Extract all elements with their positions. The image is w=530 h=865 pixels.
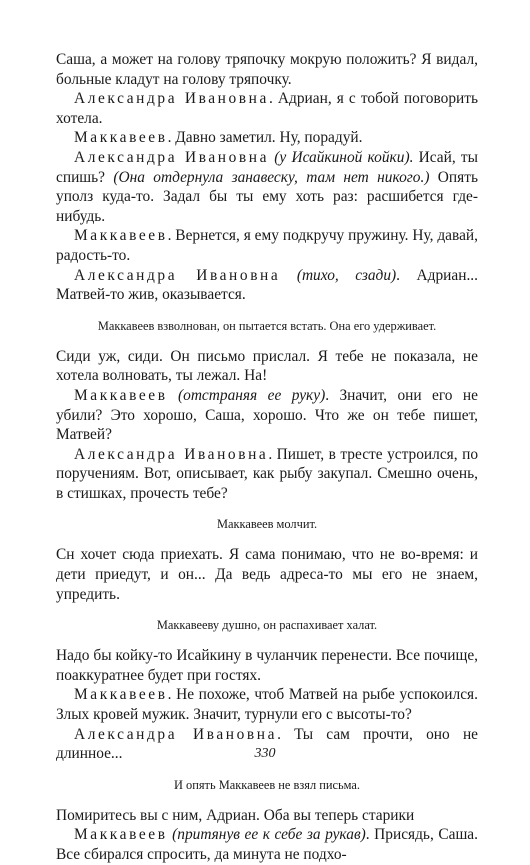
stage-remark: (Она отдернула занавеску, там нет никого.) (113, 168, 430, 186)
speech-continuation (56, 806, 478, 826)
stage-direction (56, 617, 478, 634)
text-run: . Ты сам прочти, оно не длинное... (56, 725, 479, 763)
text-run: . Адриан... Матвей-то жив, оказывается. (56, 266, 478, 304)
stage-remark: (у Исайкиной койки). (274, 148, 414, 166)
speech-continuation (56, 50, 478, 89)
stage-direction (56, 516, 478, 533)
speaker-name: Александра Ивановна (74, 90, 269, 108)
speaker-name: Маккавеев (74, 227, 168, 245)
text-run: Маккавеев молчит. (216, 517, 318, 532)
text-run: . Значит, они его не убили? Это хорошо, Саша, хорошо. Что же он тебе пишет, Матвей? (56, 386, 478, 444)
speech-line (56, 386, 478, 445)
text-run: Помиритесь вы с ним, Адриан. Оба вы теперь старики (56, 806, 415, 824)
speaker-name: Александра Ивановна (74, 445, 269, 463)
text-run: Маккавееву душно, он распахивает халат. (156, 618, 378, 633)
speech-continuation (56, 545, 478, 604)
text-run: Сн хочет сюда приехать. Я сама понимаю, что не во-время: и дети приедут, и он... Да ведь адреса-то мы его не знаем, упредить. (56, 546, 478, 603)
text-run: Опять уполз куда-то. Задал бы ты ему хоть раз: расшибется где-нибудь. (56, 168, 478, 225)
speech-line (56, 148, 478, 226)
text-run: И опять Маккавеев не взял письма. (173, 777, 361, 792)
stage-remark: (тихо, сзади) (296, 266, 397, 284)
text-run: Сиди уж, сиди. Он письмо прислал. Я тебе не показала, не хотела волновать, ты лежал. На! (56, 347, 478, 385)
text-run: . Не похоже, чтоб Матвей на рыбе успокоился. Злых кровей мужик. Значит, турнули его с высоты-то? (56, 686, 478, 724)
play-text (56, 50, 478, 865)
text-run: . Пишет, в тресте устроился, по поручениям. Вот, описывает, как рыбу закупал. Смешно очень, в стишках, прочесть тебе? (56, 445, 479, 502)
speaker-name: Александра Ивановна (74, 266, 281, 284)
text-run: Маккавеев взволнован, он пытается встать. Она его удерживает. (97, 318, 437, 333)
text-run: Саша, а может на голову тряпочку мокрую положить? Я видал, больные кладут на голову тряпочку. (56, 51, 478, 88)
speech-line (56, 685, 478, 724)
text-run: . Вернется, я ему подкручу пружину. Ну, давай, радость-то. (56, 227, 478, 264)
text-run: Исай, ты спишь? (56, 148, 478, 186)
text-run: . Давно заметил. Ну, порадуй. (167, 129, 363, 147)
text-run: . Адриан, я с тобой поговорить хотела. (56, 90, 479, 127)
speech-line (56, 128, 478, 148)
speech-continuation (56, 646, 478, 685)
text-run: . Присядь, Саша. Все сбирался спросить, да минута не подхо- (56, 826, 478, 863)
stage-remark: (отстраняя ее руку) (178, 386, 326, 404)
speaker-name: Александра Ивановна (74, 148, 270, 166)
page-number: 330 (254, 746, 276, 761)
speaker-name: Маккавеев (74, 686, 168, 704)
text-run (280, 267, 296, 284)
stage-direction (56, 318, 478, 335)
speech-line (56, 89, 478, 128)
stage-direction (56, 777, 478, 794)
text-run: Надо бы койку-то Исайкину в чуланчик перенести. Все почище, поаккуратнее будет при гостях. (56, 647, 478, 684)
speech-line (56, 266, 478, 305)
speaker-name: Маккавеев (74, 129, 168, 147)
speaker-name: Александра Ивановна (74, 725, 278, 743)
speaker-name: Маккавеев (74, 826, 168, 844)
speech-line (56, 226, 478, 265)
stage-remark: (притянув ее к себе за рукав) (172, 826, 366, 844)
text-run (168, 387, 178, 404)
speaker-name: Маккавеев (74, 386, 168, 404)
speech-continuation (56, 347, 478, 386)
speech-line (56, 445, 478, 504)
speech-line (56, 825, 478, 864)
